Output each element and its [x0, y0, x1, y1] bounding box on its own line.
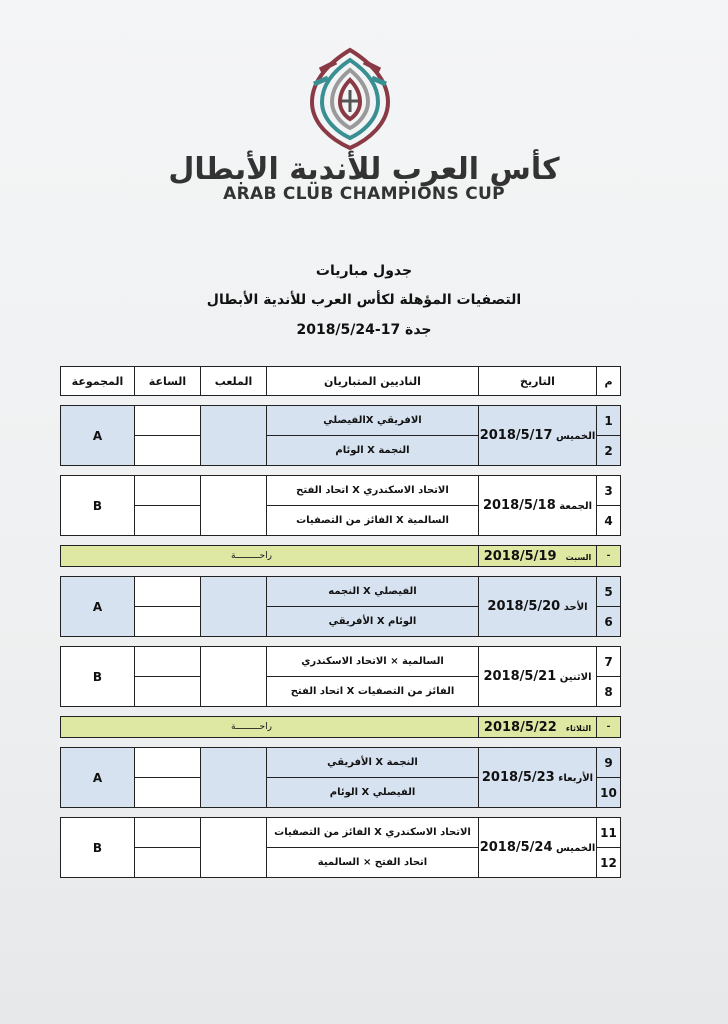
title-line-3: جدة 17-2018/5/24 [296, 322, 432, 338]
stadium-cell [201, 748, 267, 808]
rest-day-row [61, 546, 621, 567]
time-cell [135, 476, 201, 506]
match-day: الخميس [556, 843, 596, 854]
rest-day-row [61, 717, 621, 738]
match-num: 6 [597, 607, 621, 637]
row-spacer [61, 396, 621, 406]
row-spacer [61, 466, 621, 476]
header-date: التاريخ [479, 367, 597, 396]
rest-date-cell [479, 546, 597, 567]
group-cell: B [61, 647, 135, 707]
match-day: الاثنين [559, 672, 592, 683]
match-date: 2018/5/20 [487, 599, 561, 614]
row-spacer [61, 808, 621, 818]
match-date-cell [479, 818, 597, 878]
match-teams: الافريقي Xالفيصلي [267, 406, 479, 436]
time-cell [135, 647, 201, 677]
rest-day: السبت [565, 552, 592, 562]
spacer-cell [61, 567, 621, 577]
match-row [61, 818, 621, 848]
match-teams: السالمية X الفائز من التصفيات [267, 506, 479, 536]
match-row [61, 476, 621, 506]
row-spacer [61, 738, 621, 748]
match-date-cell [479, 406, 597, 466]
stadium-cell [201, 818, 267, 878]
match-teams: النجمة X الوئام [267, 436, 479, 466]
match-num: 3 [597, 476, 621, 506]
spacer-cell [61, 808, 621, 818]
rest-num: - [597, 546, 621, 567]
spacer-cell [61, 738, 621, 748]
match-day: الخميس [556, 431, 596, 442]
header-group: المجموعة [61, 367, 135, 396]
time-cell [135, 607, 201, 637]
time-cell [135, 506, 201, 536]
title-line-1: جدول مباريات [315, 263, 413, 279]
match-teams: الوئام X الأفريقي [267, 607, 479, 637]
rest-label: راحـــــــــة [61, 546, 479, 567]
time-cell [135, 436, 201, 466]
stadium-cell [201, 577, 267, 637]
match-date-cell [479, 748, 597, 808]
group-cell: B [61, 476, 135, 536]
match-day: الأحد [563, 602, 588, 613]
spacer-cell [61, 707, 621, 717]
match-day: الأربعاء [558, 773, 594, 784]
match-date: 2018/5/17 [479, 428, 553, 443]
match-num: 1 [597, 406, 621, 436]
match-day: الجمعة [559, 501, 593, 512]
spacer-cell [61, 637, 621, 647]
stadium-cell [201, 406, 267, 466]
match-row [61, 748, 621, 778]
match-teams: اتحاد الفتح × السالمية [267, 848, 479, 878]
group-cell: A [61, 748, 135, 808]
spacer-cell [61, 536, 621, 546]
header-match: الناديين المتباريان [267, 367, 479, 396]
match-num: 10 [597, 778, 621, 808]
header-num: م [597, 367, 621, 396]
spacer-cell [61, 396, 621, 406]
title-line-2: التصفيات المؤهلة لكأس العرب للأندية الأبطال [206, 292, 522, 308]
match-teams: الاتحاد الاسكندري X اتحاد الفتح [267, 476, 479, 506]
rest-label: راحـــــــــة [61, 717, 479, 738]
row-spacer [61, 536, 621, 546]
match-num: 5 [597, 577, 621, 607]
header-time: الساعة [135, 367, 201, 396]
match-date-cell [479, 647, 597, 707]
match-teams: الفائز من التصفيات X اتحاد الفتح [267, 677, 479, 707]
match-row [61, 577, 621, 607]
logo-english-text: ARAB CLUB CHAMPIONS CUP [223, 184, 505, 204]
match-num: 8 [597, 677, 621, 707]
match-row [61, 406, 621, 436]
rest-date: 2018/5/19 [483, 548, 557, 564]
match-teams: الفيصلي X الوئام [267, 778, 479, 808]
stadium-cell [201, 647, 267, 707]
rest-num: - [597, 717, 621, 738]
rest-day: الثلاثاء [565, 723, 592, 733]
header-stadium: الملعب [201, 367, 267, 396]
match-date: 2018/5/24 [479, 840, 553, 855]
rest-date-cell [479, 717, 597, 738]
rest-date: 2018/5/22 [483, 719, 557, 735]
group-cell: B [61, 818, 135, 878]
match-num: 7 [597, 647, 621, 677]
match-date-cell [479, 577, 597, 637]
time-cell [135, 677, 201, 707]
match-num: 11 [597, 818, 621, 848]
logo-arabic-text: كأس العرب للأندية الأبطال [168, 152, 560, 187]
stadium-cell [201, 476, 267, 536]
match-teams: الفيصلي X النجمه [267, 577, 479, 607]
time-cell [135, 406, 201, 436]
time-cell [135, 848, 201, 878]
row-spacer [61, 637, 621, 647]
time-cell [135, 577, 201, 607]
match-num: 2 [597, 436, 621, 466]
match-date: 2018/5/18 [482, 498, 556, 513]
match-date: 2018/5/21 [483, 669, 557, 684]
match-num: 9 [597, 748, 621, 778]
spacer-cell [61, 466, 621, 476]
tournament-logo [290, 40, 410, 155]
row-spacer [61, 707, 621, 717]
time-cell [135, 818, 201, 848]
logo-emblem-icon [290, 40, 410, 155]
match-row [61, 647, 621, 677]
match-teams: الاتحاد الاسكندري X الفائز من التصفيات [267, 818, 479, 848]
time-cell [135, 748, 201, 778]
time-cell [135, 778, 201, 808]
match-num: 12 [597, 848, 621, 878]
group-cell: A [61, 406, 135, 466]
match-schedule-table [60, 366, 621, 878]
match-date-cell [479, 476, 597, 536]
match-teams: النجمة X الأفريقي [267, 748, 479, 778]
table-header-row [61, 367, 621, 396]
match-teams: السالمية × الاتحاد الاسكندري [267, 647, 479, 677]
group-cell: A [61, 577, 135, 637]
match-date: 2018/5/23 [481, 770, 555, 785]
match-num: 4 [597, 506, 621, 536]
row-spacer [61, 567, 621, 577]
